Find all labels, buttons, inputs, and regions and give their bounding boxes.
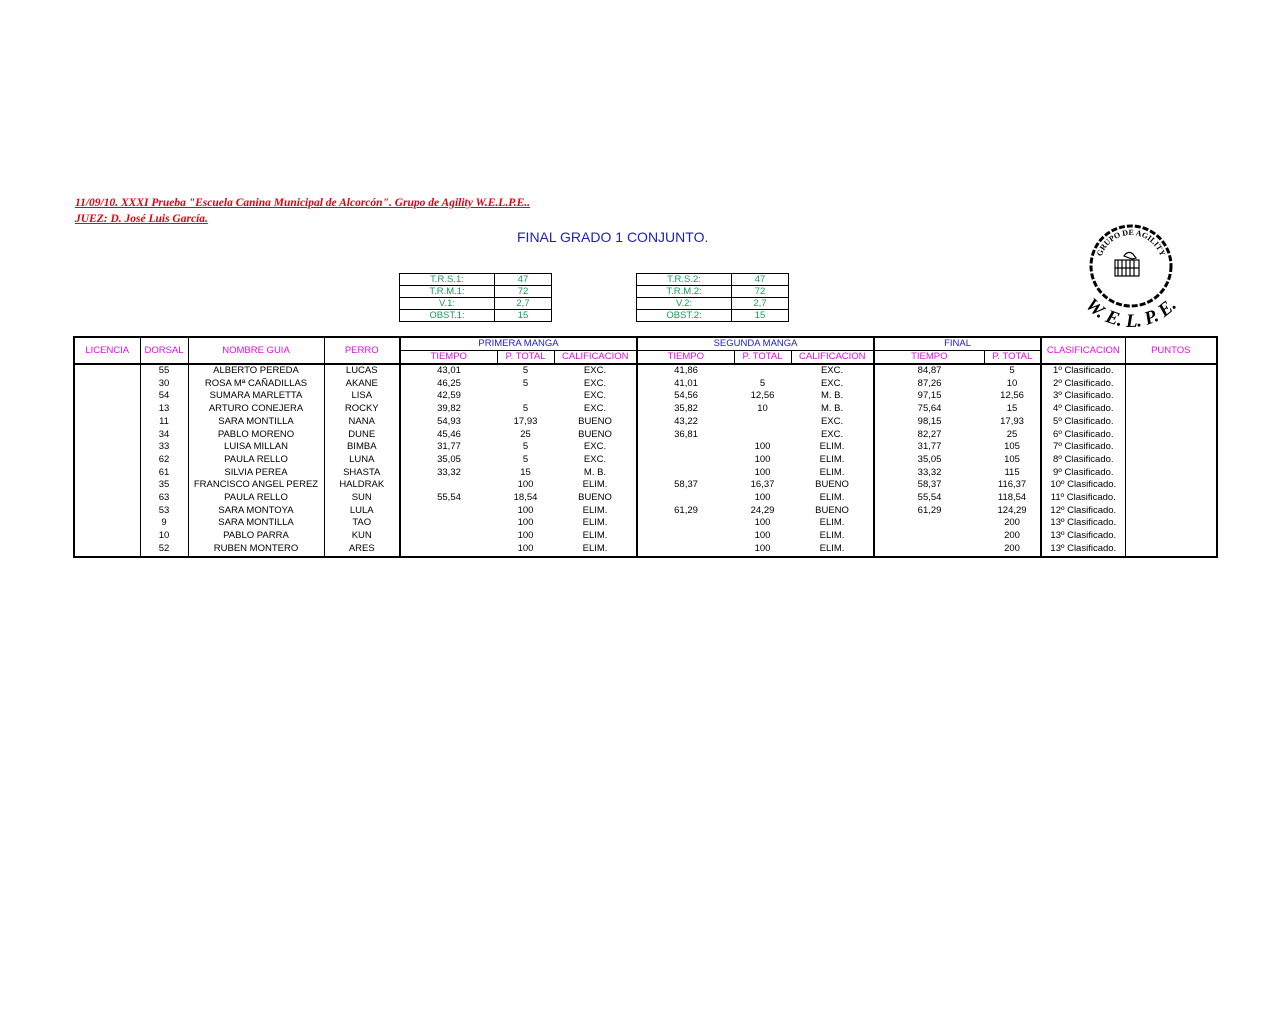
- cell-calificacion-2: ELIM.: [819, 441, 845, 453]
- cell-calificacion-2: EXC.: [820, 365, 844, 376]
- col-tiempo-2: TIEMPO: [637, 351, 734, 365]
- cell-calificacion-2: ELIM.: [791, 543, 874, 557]
- col-perro: PERRO: [324, 337, 400, 364]
- param-label: T.R.S.1:: [400, 274, 495, 286]
- cell-puntos: [1125, 492, 1217, 505]
- col-puntos: PUNTOS: [1125, 337, 1217, 364]
- cell-clasificacion: 13º Clasificado.: [1041, 530, 1125, 543]
- cell-puntos: [1125, 454, 1217, 467]
- cell-ptotal-1: 18,54: [513, 492, 538, 504]
- cell-guia: SILVIA PEREA: [188, 467, 324, 480]
- cell-dorsal: 53: [140, 505, 188, 518]
- cell-puntos: [1125, 429, 1217, 442]
- cell-ptotal-1: 17,93: [513, 415, 538, 427]
- cell-licencia: [74, 467, 140, 480]
- cell-perro: AKANE: [324, 378, 400, 391]
- cell-calificacion-2: ELIM.: [819, 530, 845, 542]
- cell-ptotal-1: 100: [497, 543, 554, 557]
- table-row: [74, 492, 1217, 505]
- cell-perro: DUNE: [324, 429, 400, 442]
- cell-guia: FRANCISCO ANGEL PEREZ: [188, 479, 324, 492]
- cell-tiempo-1: 42,59: [400, 390, 497, 403]
- cell-calificacion-2: M. B.: [820, 403, 844, 415]
- logo-bottom-text: W. E. L. P. E.: [1081, 294, 1181, 328]
- cell-perro: BIMBA: [324, 441, 400, 454]
- cell-dorsal: 9: [140, 517, 188, 530]
- cell-ptotal-2: 100: [734, 543, 791, 557]
- cell-ptotal-2: 100: [754, 517, 771, 529]
- table-row: [74, 378, 1217, 391]
- param-value: 15: [732, 310, 789, 322]
- cell-licencia: [74, 505, 140, 518]
- cell-clasificacion: 2º Clasificado.: [1041, 378, 1125, 391]
- cell-tiempo-final: 98,15: [874, 416, 984, 429]
- cell-tiempo-2: [637, 517, 734, 530]
- cell-perro: SHASTA: [324, 467, 400, 480]
- cell-ptotal-2: 5: [759, 377, 766, 389]
- cell-tiempo-final: [874, 517, 984, 530]
- col-primera-manga: PRIMERA MANGA: [400, 337, 637, 351]
- cell-tiempo-final: 55,54: [874, 492, 984, 505]
- cell-ptotal-final: 200: [1004, 517, 1020, 529]
- cell-licencia: [74, 416, 140, 429]
- cell-tiempo-final: 87,26: [874, 378, 984, 391]
- cell-tiempo-1: 46,25: [400, 378, 497, 391]
- cell-calificacion-1: BUENO: [578, 428, 612, 440]
- cell-dorsal: 54: [140, 390, 188, 403]
- cell-ptotal-1: 100: [517, 479, 534, 491]
- event-title: 11/09/10. XXXI Prueba "Escuela Canina Municipal de Alcorcón". Grupo de Agility W.E.L.P.E..: [75, 197, 531, 209]
- cell-ptotal-1: 5: [522, 453, 529, 465]
- cell-ptotal-2: 10: [757, 403, 768, 415]
- cell-calificacion-1: EXC.: [583, 377, 607, 389]
- cell-calificacion-1: EXC.: [583, 403, 607, 415]
- logo-top-text: GRUPO DE AGILITY: [1094, 227, 1168, 258]
- param-row: [400, 274, 552, 286]
- cell-guia: PABLO MORENO: [188, 429, 324, 442]
- cell-guia: ROSA Mª CAÑADILLAS: [188, 378, 324, 391]
- cell-tiempo-1: [400, 505, 497, 518]
- results-table: [73, 336, 1218, 558]
- param-value: 72: [732, 286, 789, 298]
- cell-puntos: [1125, 378, 1217, 391]
- table-row: [74, 416, 1217, 429]
- param-value: 47: [495, 274, 552, 286]
- cell-puntos: [1125, 390, 1217, 403]
- cell-tiempo-final: 33,32: [874, 467, 984, 480]
- cell-ptotal-final: 124,29: [997, 504, 1027, 516]
- col-ptotal-final: P. TOTAL: [984, 351, 1041, 365]
- col-tiempo-1: TIEMPO: [400, 351, 497, 365]
- cell-ptotal-2: 12,56: [750, 390, 775, 402]
- cell-clasificacion: 10º Clasificado.: [1041, 479, 1125, 492]
- cell-ptotal-2: 24,29: [750, 504, 775, 516]
- cell-puntos: [1125, 403, 1217, 416]
- cell-tiempo-1: [400, 543, 497, 557]
- cell-ptotal-final: 118,54: [997, 492, 1027, 504]
- cell-dorsal: 61: [140, 467, 188, 480]
- cell-calificacion-1: ELIM.: [582, 479, 608, 491]
- cell-licencia: [74, 530, 140, 543]
- param-value: 15: [495, 310, 552, 322]
- cell-licencia: [74, 543, 140, 557]
- cell-ptotal-2: 100: [754, 441, 771, 453]
- cell-calificacion-2: BUENO: [815, 504, 849, 516]
- table-row: [74, 467, 1217, 480]
- cell-ptotal-2: 100: [754, 466, 771, 478]
- cell-ptotal-1: 25: [520, 428, 531, 440]
- table-row: [74, 530, 1217, 543]
- cell-ptotal-2: [734, 416, 791, 429]
- col-dorsal: DORSAL: [140, 337, 188, 364]
- cell-tiempo-2: [637, 441, 734, 454]
- cell-ptotal-final: 15: [1006, 403, 1018, 415]
- cell-tiempo-2: 43,22: [637, 416, 734, 429]
- cell-perro: NANA: [324, 416, 400, 429]
- cell-ptotal-final: 116,37: [997, 479, 1027, 491]
- header-row-1: [74, 337, 1217, 351]
- param-value: 2,7: [732, 298, 789, 310]
- cell-calificacion-1: ELIM.: [582, 504, 608, 516]
- col-ptotal-1: P. TOTAL: [497, 351, 554, 365]
- cell-licencia: [74, 517, 140, 530]
- cell-puntos: [1125, 505, 1217, 518]
- cell-clasificacion: 11º Clasificado.: [1041, 492, 1125, 505]
- col-final: FINAL: [874, 337, 1041, 351]
- cell-ptotal-final: 12,56: [1000, 390, 1024, 402]
- cell-tiempo-final: [874, 530, 984, 543]
- cell-guia: PAULA RELLO: [188, 454, 324, 467]
- table-row: [74, 517, 1217, 530]
- cell-calificacion-2: BUENO: [815, 479, 849, 491]
- cell-puntos: [1125, 416, 1217, 429]
- cell-ptotal-final: 105: [1004, 441, 1020, 453]
- cell-calificacion-2: EXC.: [820, 377, 844, 389]
- cell-guia: SARA MONTILLA: [188, 517, 324, 530]
- cell-calificacion-2: ELIM.: [819, 517, 845, 529]
- cell-perro: ARES: [324, 543, 400, 557]
- cell-clasificacion: 8º Clasificado.: [1041, 454, 1125, 467]
- cell-tiempo-2: 54,56: [637, 390, 734, 403]
- cell-calificacion-1: EXC.: [583, 390, 607, 402]
- cell-ptotal-final: 5: [1009, 365, 1015, 376]
- table-row: [74, 429, 1217, 442]
- cell-calificacion-2: ELIM.: [819, 466, 845, 478]
- cell-perro: KUN: [324, 530, 400, 543]
- table-row: [74, 479, 1217, 492]
- cell-licencia: [74, 479, 140, 492]
- cell-calificacion-1: ELIM.: [554, 543, 637, 557]
- cell-ptotal-2: 100: [754, 530, 771, 542]
- cell-perro: LUCAS: [324, 364, 400, 378]
- cell-ptotal-2: 100: [754, 492, 771, 504]
- cell-clasificacion: 9º Clasificado.: [1041, 467, 1125, 480]
- cell-clasificacion: 13º Clasificado.: [1041, 517, 1125, 530]
- param-row: [637, 274, 789, 286]
- cell-tiempo-2: 36,81: [637, 429, 734, 442]
- cell-dorsal: 33: [140, 441, 188, 454]
- page-title: FINAL GRADO 1 CONJUNTO.: [517, 229, 709, 245]
- cell-licencia: [74, 403, 140, 416]
- param-label: V.1:: [400, 298, 495, 310]
- cell-tiempo-final: 35,05: [874, 454, 984, 467]
- cell-clasificacion: 5º Clasificado.: [1041, 416, 1125, 429]
- cell-calificacion-1: EXC.: [583, 441, 607, 453]
- table-row: [74, 364, 1217, 378]
- params-table-1: [399, 273, 552, 322]
- cell-tiempo-final: 82,27: [874, 429, 984, 442]
- params-table-2: [636, 273, 789, 322]
- cell-ptotal-final: 200: [1004, 530, 1020, 542]
- cell-guia: ARTURO CONEJERA: [188, 403, 324, 416]
- cell-tiempo-1: 31,77: [400, 441, 497, 454]
- cell-dorsal: 13: [140, 403, 188, 416]
- cell-ptotal-1: 5: [522, 365, 529, 376]
- cell-tiempo-1: [400, 517, 497, 530]
- table-row: [74, 454, 1217, 467]
- cell-clasificacion: 3º Clasificado.: [1041, 390, 1125, 403]
- cell-dorsal: 55: [140, 364, 188, 378]
- cell-ptotal-1: 100: [517, 530, 534, 542]
- table-row: [74, 403, 1217, 416]
- cell-tiempo-2: 41,01: [637, 378, 734, 391]
- cell-tiempo-final: 84,87: [874, 364, 984, 378]
- cell-tiempo-2: [637, 530, 734, 543]
- cell-ptotal-1: 100: [517, 504, 534, 516]
- cell-calificacion-1: BUENO: [578, 492, 612, 504]
- cell-ptotal-final: 200: [984, 543, 1041, 557]
- cell-licencia: [74, 492, 140, 505]
- cell-tiempo-2: [637, 467, 734, 480]
- welpe-logo-icon: [1060, 208, 1202, 328]
- param-row: [637, 286, 789, 298]
- col-segunda-manga: SEGUNDA MANGA: [637, 337, 874, 351]
- cell-guia: PABLO PARRA: [188, 530, 324, 543]
- cell-tiempo-2: [637, 543, 734, 557]
- cell-dorsal: 35: [140, 479, 188, 492]
- cell-calificacion-1: M. B.: [583, 466, 607, 478]
- cell-clasificacion: 7º Clasificado.: [1041, 441, 1125, 454]
- cell-tiempo-2: 61,29: [637, 505, 734, 518]
- cell-ptotal-final: 17,93: [1000, 415, 1024, 427]
- cell-clasificacion: 6º Clasificado.: [1041, 429, 1125, 442]
- cell-calificacion-1: EXC.: [583, 453, 607, 465]
- cell-puntos: [1125, 543, 1217, 557]
- cell-licencia: [74, 378, 140, 391]
- param-row: [400, 286, 552, 298]
- cell-ptotal-2: [734, 364, 791, 378]
- cell-clasificacion: 1º Clasificado.: [1041, 364, 1125, 378]
- cell-puntos: [1125, 467, 1217, 480]
- cell-ptotal-final: 25: [1006, 428, 1018, 440]
- cell-tiempo-final: 31,77: [874, 441, 984, 454]
- cell-calificacion-1: ELIM.: [582, 530, 608, 542]
- col-tiempo-final: TIEMPO: [874, 351, 984, 365]
- cell-ptotal-2: 16,37: [750, 479, 775, 491]
- param-label: V.2:: [637, 298, 732, 310]
- cell-puntos: [1125, 364, 1217, 378]
- col-calificacion-1: CALIFICACION: [554, 351, 637, 365]
- col-licencia: LICENCIA: [74, 337, 140, 364]
- cell-ptotal-1: [497, 390, 554, 403]
- cell-guia: SARA MONTILLA: [188, 416, 324, 429]
- param-value: 2,7: [495, 298, 552, 310]
- col-ptotal-2: P. TOTAL: [734, 351, 791, 365]
- cell-tiempo-2: 41,86: [637, 364, 734, 378]
- cell-tiempo-2: [637, 492, 734, 505]
- cell-tiempo-final: 61,29: [874, 505, 984, 518]
- cell-tiempo-1: [400, 479, 497, 492]
- col-clasificacion: CLASIFICACION: [1041, 337, 1125, 364]
- cell-tiempo-final: [874, 543, 984, 557]
- judge-line: JUEZ: D. José Luis García.: [75, 213, 208, 225]
- cell-dorsal: 63: [140, 492, 188, 505]
- cell-perro: SUN: [324, 492, 400, 505]
- cell-ptotal-1: 5: [522, 377, 529, 389]
- cell-tiempo-final: 75,64: [874, 403, 984, 416]
- cell-tiempo-final: 97,15: [874, 390, 984, 403]
- cell-dorsal: 52: [140, 543, 188, 557]
- cell-ptotal-1: 100: [517, 517, 534, 529]
- cell-tiempo-1: 35,05: [400, 454, 497, 467]
- cell-ptotal-final: 115: [1004, 466, 1020, 478]
- cell-tiempo-1: 39,82: [400, 403, 497, 416]
- cell-perro: HALDRAK: [324, 479, 400, 492]
- cell-calificacion-1: EXC.: [583, 365, 607, 376]
- cell-ptotal-1: 15: [520, 466, 531, 478]
- param-row: [400, 298, 552, 310]
- cell-licencia: [74, 429, 140, 442]
- cell-perro: LUNA: [324, 454, 400, 467]
- col-calificacion-2: CALIFICACION: [791, 351, 874, 365]
- cell-calificacion-2: ELIM.: [819, 453, 845, 465]
- cell-puntos: [1125, 517, 1217, 530]
- cell-licencia: [74, 390, 140, 403]
- cell-tiempo-1: [400, 530, 497, 543]
- cell-ptotal-1: 5: [522, 403, 529, 415]
- cell-tiempo-2: 35,82: [637, 403, 734, 416]
- cell-perro: LULA: [324, 505, 400, 518]
- param-value: 72: [495, 286, 552, 298]
- cell-tiempo-1: 43,01: [400, 364, 497, 378]
- cell-guia: PAULA RELLO: [188, 492, 324, 505]
- cell-dorsal: 10: [140, 530, 188, 543]
- cell-perro: LISA: [324, 390, 400, 403]
- col-nombre-guia: NOMBRE GUIA: [188, 337, 324, 364]
- cell-licencia: [74, 441, 140, 454]
- cell-ptotal-1: 5: [522, 441, 529, 453]
- cell-tiempo-1: 55,54: [400, 492, 497, 505]
- cell-clasificacion: 13º Clasificado.: [1041, 543, 1125, 557]
- cell-tiempo-1: 33,32: [400, 467, 497, 480]
- param-label: T.R.S.2:: [637, 274, 732, 286]
- cell-calificacion-2: ELIM.: [819, 492, 845, 504]
- cell-guia: SUMARA MARLETTA: [188, 390, 324, 403]
- cell-perro: TAO: [324, 517, 400, 530]
- table-row: [74, 543, 1217, 557]
- param-row: [637, 298, 789, 310]
- cell-ptotal-2: [734, 429, 791, 442]
- cell-dorsal: 34: [140, 429, 188, 442]
- cell-calificacion-1: ELIM.: [582, 517, 608, 529]
- cell-licencia: [74, 454, 140, 467]
- cell-guia: RUBEN MONTERO: [188, 543, 324, 557]
- cell-tiempo-final: 58,37: [874, 479, 984, 492]
- param-value: 47: [732, 274, 789, 286]
- cell-calificacion-2: M. B.: [820, 390, 844, 402]
- cell-puntos: [1125, 530, 1217, 543]
- cell-tiempo-2: 58,37: [637, 479, 734, 492]
- cell-perro: ROCKY: [324, 403, 400, 416]
- cell-dorsal: 11: [140, 416, 188, 429]
- table-row: [74, 505, 1217, 518]
- cell-tiempo-1: 45,46: [400, 429, 497, 442]
- cell-guia: ALBERTO PEREDA: [188, 364, 324, 378]
- param-row: [637, 310, 789, 322]
- cell-calificacion-2: EXC.: [820, 415, 844, 427]
- param-label: T.R.M.1:: [400, 286, 495, 298]
- cell-ptotal-final: 105: [1004, 453, 1020, 465]
- cell-ptotal-2: 100: [754, 453, 771, 465]
- cell-calificacion-1: BUENO: [578, 415, 612, 427]
- param-label: T.R.M.2:: [637, 286, 732, 298]
- cell-tiempo-1: 54,93: [400, 416, 497, 429]
- cell-calificacion-2: EXC.: [820, 428, 844, 440]
- cell-puntos: [1125, 441, 1217, 454]
- cell-dorsal: 62: [140, 454, 188, 467]
- table-row: [74, 390, 1217, 403]
- param-row: [400, 310, 552, 322]
- param-label: OBST.2:: [637, 310, 732, 322]
- cell-tiempo-2: [637, 454, 734, 467]
- results-body: [74, 364, 1217, 557]
- table-row: [74, 441, 1217, 454]
- cell-dorsal: 30: [140, 378, 188, 391]
- cell-clasificacion: 12º Clasificado.: [1041, 505, 1125, 518]
- cell-guia: LUISA MILLAN: [188, 441, 324, 454]
- cell-puntos: [1125, 479, 1217, 492]
- cell-licencia: [74, 364, 140, 378]
- cell-clasificacion: 4º Clasificado.: [1041, 403, 1125, 416]
- cell-guia: SARA MONTOYA: [188, 505, 324, 518]
- cell-ptotal-final: 10: [1006, 377, 1018, 389]
- param-label: OBST.1:: [400, 310, 495, 322]
